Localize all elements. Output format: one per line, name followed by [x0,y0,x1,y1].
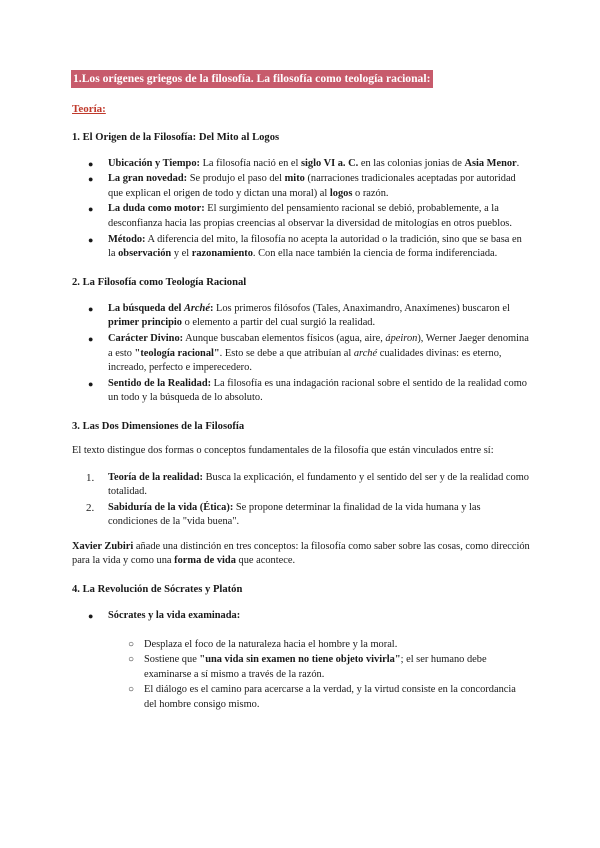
bullet-marker: ● [88,234,94,245]
list-item: ● Método: A diferencia del mito, la filosofía no acepta la autoridad o la tradición, sino que se basa en la observación y el razonamiento. Con ella nace también la ciencia de forma indiferenciada. [88,233,522,260]
bullet-marker: ● [88,333,94,344]
circle-marker: ○ [128,638,135,650]
list-item: ● La gran novedad: Se produjo el paso del mito (narraciones tradicionales aceptadas por autoridad que explican el origen de todo y dictan una moral) al logos o razón. [88,173,516,199]
bullet-marker: ● [88,174,94,185]
bullet-marker: ● [88,158,94,169]
document-title: 1.Los orígenes griegos de la filosofía. La filosofía como teología racional: [71,70,433,88]
section-3-intro: El texto distingue dos formas o conceptos fundamentales de la filosofía que están vinculados entre sí: [72,444,494,456]
bullet-marker: ● [88,611,94,622]
bullet-marker: ● [88,378,94,389]
section-3-list [72,471,530,530]
section-4-sublist [72,638,530,713]
list-item: 1. Teoría de la realidad: Busca la explicación, el fundamento y el sentido del ser y de la realidad como totalidad. [86,471,530,498]
section-2-heading: 2. La Filosofía como Teología Racional [72,276,247,288]
list-item: ● Ubicación y Tiempo: La filosofía nació en el siglo VI a. C. en las colonias jonias de Asia Menor. [72,157,530,172]
section-1-heading: 1. El Origen de la Filosofía: Del Mito al Logos [72,131,280,143]
list-item: ● Carácter Divino: Aunque buscaban elementos físicos (agua, aire, ápeiron), Werner Jaeger denomina a esto "teología racional". Esto se debe a que atribuían al arché cualidades divinas: es eterno, increado, perfecto e imperecedero. [88,332,529,374]
section-2-list [72,302,530,406]
teoria-label: Teoría: [72,103,106,115]
list-item: 2. Sabiduría de la vida (Ética): Se propone determinar la finalidad de la vida humana y las condiciones de la "vida buena". [86,501,481,528]
list-number: 1. [86,471,95,484]
circle-marker: ○ [128,654,135,666]
section-1-list [72,157,530,262]
list-number: 2. [86,501,95,514]
zubiri-paragraph: Xavier Zubiri añade una distinción en tres conceptos: la filosofía como saber sobre las cosas, como dirección para la vida y como una forma de vida que acontece. [72,540,530,567]
section-4-list [72,609,530,624]
list-item: ● Sócrates y la vida examinada: [72,609,530,624]
bullet-marker: ● [88,204,94,215]
sub-list-item: ○ El diálogo es el camino para acercarse a la verdad, y la virtud consiste en la concordancia del hombre consigo mismo. [128,684,516,711]
section-4-heading: 4. La Revolución de Sócrates y Platón [72,584,243,596]
list-item: ● Sentido de la Realidad: La filosofía es una indagación racional sobre el sentido de la realidad como un todo y la búsqueda de lo absoluto. [88,377,527,404]
list-item: ● La duda como motor: El surgimiento del pensamiento racional se debió, probablemente, a la desconfianza hacia las propias creencias al observar la diversidad de mitologías en otros pueblos. [88,203,512,229]
section-3-heading: 3. Las Dos Dimensiones de la Filosofía [72,420,245,432]
circle-marker: ○ [128,684,135,696]
sub-list-item: ○ Desplaza el foco de la naturaleza hacia el hombre y la moral. [72,638,530,653]
document-page [72,70,530,714]
bullet-marker: ● [88,303,94,314]
sub-list-item: ○ Sostiene que "una vida sin examen no tiene objeto vivirla"; el ser humano debe examinarse a sí mismo a través de la razón. [128,654,487,680]
list-item: ● La búsqueda del Arché: Los primeros filósofos (Tales, Anaximandro, Anaxímenes) buscaron el primer principio o elemento a partir del cual surgió la realidad. [88,302,510,329]
